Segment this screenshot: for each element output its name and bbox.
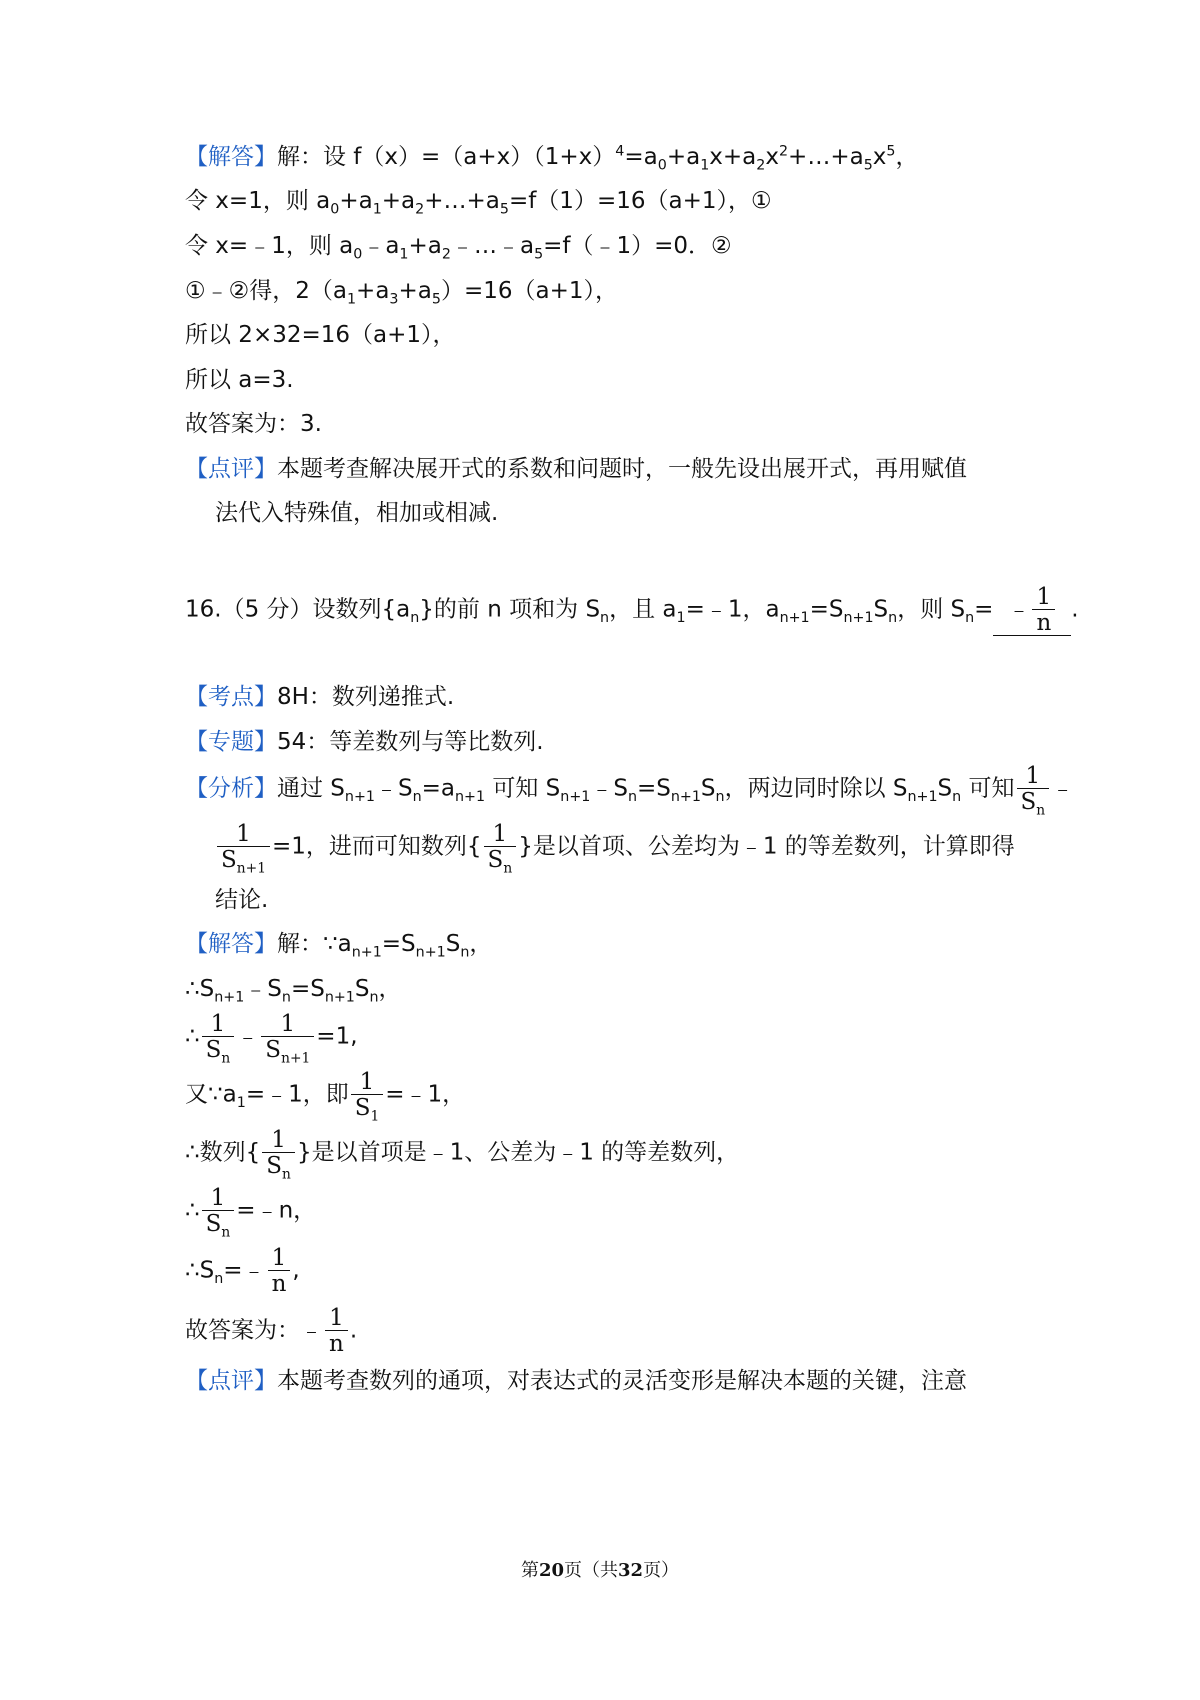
tag-answer-16: 【解答】 xyxy=(185,931,277,957)
tag-kaodian: 【考点】 xyxy=(185,684,277,710)
p16-review-line-1: 【点评】本题考查数列的通项，对表达式的灵活变形是解决本题的关键，注意 xyxy=(185,1368,967,1394)
p15-review-line-1: 【点评】本题考查解决展开式的系数和问题时，一般先设出展开式，再用赋值 xyxy=(185,456,967,482)
tag-review: 【点评】 xyxy=(185,456,277,482)
tag-fenxi: 【分析】 xyxy=(185,775,277,802)
p15-solution-line-3: 令 x=﹣1，则 $a_0﹣a_1+a_2﹣\dots﹣a_5=f(﹣1)=0$．② xyxy=(185,233,732,263)
p16-solution-line-7: $\therefore S_n=﹣$ $\frac{1}{n}$ , xyxy=(185,1245,300,1298)
p15-answer-line: 故答案为：3. xyxy=(185,411,322,437)
p15-review-line-2: 法代入特殊值，相加或相减. xyxy=(215,500,499,526)
p16-analysis-line-1: 【分析】通过 $S_{n+1}﹣S_n=a_{n+1}$ 可知 $S_{n+1}﹣S_n=S_{n+1}S_n$，两边同时除以 $S_{n+1}S_n$ 可知 $\frac{1}{S_n}$ ﹣ xyxy=(185,763,1075,819)
p16-solution-line-1: 【解答】解：$\because a_{n+1}=S_{n+1}S_n$， xyxy=(185,931,493,961)
p16-answer-line: 故答案为：﹣ $\frac{1}{n}$ . xyxy=(185,1305,358,1358)
p15-solution-line-1: 【解答】解：设 $f(x)=(a+x)(1+x)^4=a_0+a_1x+a_2x^2+\dots+a_5x^5$， xyxy=(185,143,919,174)
p15-solution-line-4: ①﹣②得，$2(a_1+a_3+a_5)=16(a+1)$， xyxy=(185,278,618,308)
p16-analysis-line-2: $\frac{1}{S_{n+1}}$ =1，进而可知数列{ $\frac{1}{S_n}$ }是以首项、公差均为﹣1 的等差数列，计算即得 xyxy=(215,822,1015,872)
tag-zhuanti: 【专题】 xyxy=(185,729,277,755)
tag-review-16: 【点评】 xyxy=(185,1368,277,1394)
p16-solution-line-5: ∴数列{ $\frac{1}{S_n}$ }是以首项是﹣1、公差为﹣1 的等差数列， xyxy=(185,1127,740,1183)
page-footer: 第20页（共32页） xyxy=(520,1560,680,1581)
p16-analysis-line-3: 结论. xyxy=(215,887,269,913)
p16-zhuanti: 【专题】54：等差数列与等比数列. xyxy=(185,729,544,755)
page-total: 32 xyxy=(618,1560,644,1581)
p15-solution-line-6: 所以 a=3. xyxy=(185,367,294,393)
answer-blank: ﹣ $\frac{1}{n}$ xyxy=(993,585,1071,636)
p16-solution-line-6: ∴ $\frac{1}{S_n}$ =﹣n， xyxy=(185,1185,317,1241)
tag-answer: 【解答】 xyxy=(185,144,277,170)
p16-solution-line-4: 又$\because a_1=﹣1$，即 $\frac{1}{S_1}$ =﹣1， xyxy=(185,1069,466,1125)
page-number: 20 xyxy=(538,1560,564,1581)
p15-solution-line-5: 所以 2×32=16（a+1）， xyxy=(185,322,456,348)
p15-solution-line-2: 令 x=1，则 $a_0+a_1+a_2+\dots+a_5=f(1)=16(a+1)$，① xyxy=(185,188,772,218)
p16-solution-line-3: ∴ $\frac{1}{S_n}$ ﹣ $\frac{1}{S_{n+1}}$ =1, xyxy=(185,1011,358,1067)
p16-solution-line-2: $\therefore S_{n+1}﹣S_n=S_{n+1}S_n$， xyxy=(185,976,402,1006)
p16-kaodian: 【考点】8H：数列递推式. xyxy=(185,684,455,710)
p16-question: 16.（5 分）设数列$\{a_n\}$的前 n 项和为 $S_n$，且 $a_1=﹣1$，$a_{n+1}=S_{n+1}S_n$，则 $S_n=$ ﹣ $\frac{1}{n}$ . xyxy=(185,584,1079,637)
